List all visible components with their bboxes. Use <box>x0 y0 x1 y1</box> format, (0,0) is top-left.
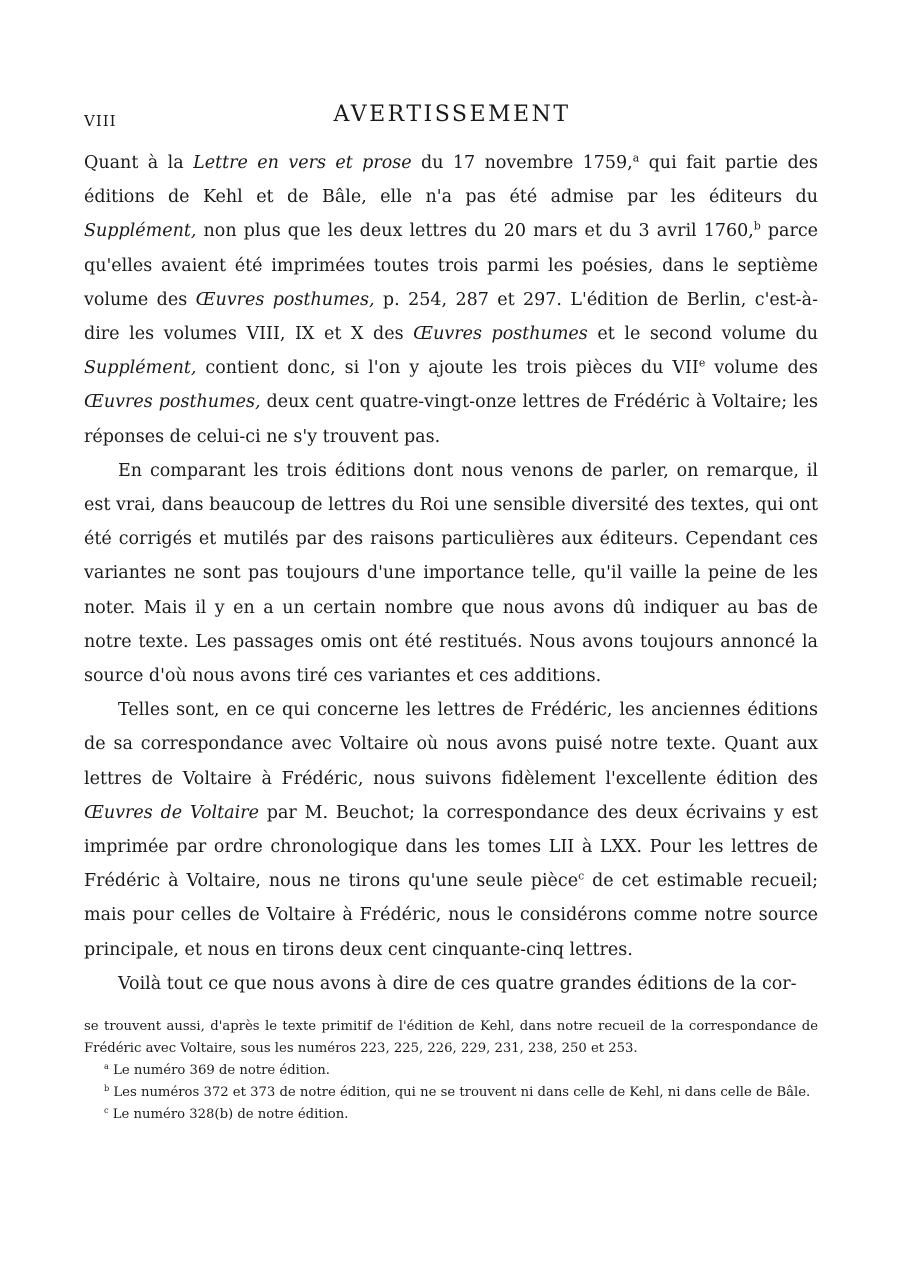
footnote-b <box>84 1082 818 1104</box>
italic-title: Œuvres posthumes, <box>84 392 261 413</box>
footnote-mark: b <box>104 1083 110 1094</box>
text-run: volume des <box>705 358 818 379</box>
text-run: par M. Beuchot; la correspondance des deux écrivains y est imprimée par ordre chronologique dans les tomes LII à LXX. Pour les lettres de Frédéric à Voltaire, nous ne tirons qu'une seule pièce <box>84 802 818 892</box>
text-run: du 17 novembre 1759, <box>411 153 633 173</box>
text-run: parce qu'elles avaient été imprimées toutes trois parmi les poésies, dans le septième volume des <box>84 221 818 310</box>
main-text <box>84 146 818 1001</box>
italic-title: Supplément, <box>84 358 197 379</box>
text-run: p. 254, 287 et 297. L'édition de Berlin, c'est-à-dire les volumes VIII, IX et X des <box>84 289 819 345</box>
italic-title: Œuvres de Voltaire <box>84 802 259 823</box>
footnote-mark: c <box>104 1105 109 1116</box>
paragraph-3 <box>84 693 818 967</box>
footnote-text: Le numéro 328(b) de notre édition. <box>108 1107 349 1122</box>
italic-title: Supplément, <box>84 221 197 242</box>
paragraph-4: Voilà tout ce que nous avons à dire de ces quatre grandes éditions de la cor- <box>118 973 797 994</box>
text-run: qui fait partie des éditions de Kehl et de Bâle, elle n'a pas été admise par les éditeurs du <box>84 153 818 208</box>
footnote-a <box>84 1060 818 1082</box>
footnote-mark: a <box>104 1061 109 1072</box>
text-run: non plus que les deux lettres du 20 mars et du 3 avril 1760, <box>196 221 754 242</box>
text-run: contient donc, si l'on y ajoute les trois pièces du VII <box>196 358 699 379</box>
text-run: de cet estimable recueil; mais pour celles de Voltaire à Frédéric, nous le considérons comme notre source principale, et nous en tirons deux cent cinquante-cinq lettres. <box>84 871 818 960</box>
page-number: VIII <box>84 112 117 130</box>
text-run: Quant à la <box>84 153 194 173</box>
italic-title: Lettre en vers et prose <box>193 153 412 173</box>
footnote-continuation: se trouvent aussi, d'après le texte primitif de l'édition de Kehl, dans notre recueil de la correspondance de Frédéric avec Voltaire, sous les numéros 223, 225, 226, 229, 231, 238, 250 et 253. <box>84 1019 818 1056</box>
footnote-text: Les numéros 372 et 373 de notre édition, qui ne se trouvent ni dans celle de Kehl, ni dans celle de Bâle. <box>109 1085 811 1100</box>
paragraph-2: En comparant les trois éditions dont nous venons de parler, on remarque, il est vrai, dans beaucoup de lettres du Roi une sensible diversité des textes, qui ont été corrigés et mutilés par des raisons particulières aux éditeurs. Cependant ces variantes ne sont pas toujours d'une importance telle, qu'il vaille la peine de les noter. Mais il y en a un certain nombre que nous avons dû indiquer au bas de notre texte. Les passages omis ont été restitués. Nous avons toujours annoncé la source d'où nous avons tiré ces variantes et ces additions. <box>84 460 818 687</box>
page-header <box>84 102 820 138</box>
paragraph-1 <box>84 146 818 454</box>
footnotes <box>84 1016 818 1126</box>
footnote-ref-a: a <box>632 151 640 165</box>
footnote-text: Le numéro 369 de notre édition. <box>108 1063 330 1078</box>
superscript: e <box>698 356 706 370</box>
footnote-c <box>84 1104 818 1126</box>
text-run: et le second volume du <box>587 324 818 345</box>
running-title: AVERTISSEMENT <box>333 102 571 127</box>
text-run: Telles sont, en ce qui concerne les lettres de Frédéric, les anciennes éditions de sa correspondance avec Voltaire où nous avons puisé notre texte. Quant aux lettres de Voltaire à Frédéric, nous suivons fidèlement l'excellente édition des <box>84 700 818 789</box>
italic-title: Œuvres posthumes, <box>195 289 375 310</box>
footnote-ref-b: b <box>753 219 761 233</box>
footnote-ref-c: c <box>578 869 585 883</box>
text-run: deux cent quatre-vingt-onze lettres de Frédéric à Voltaire; les réponses de celui-ci ne s'y trouvent pas. <box>84 392 818 447</box>
italic-title: Œuvres posthumes <box>413 324 588 345</box>
